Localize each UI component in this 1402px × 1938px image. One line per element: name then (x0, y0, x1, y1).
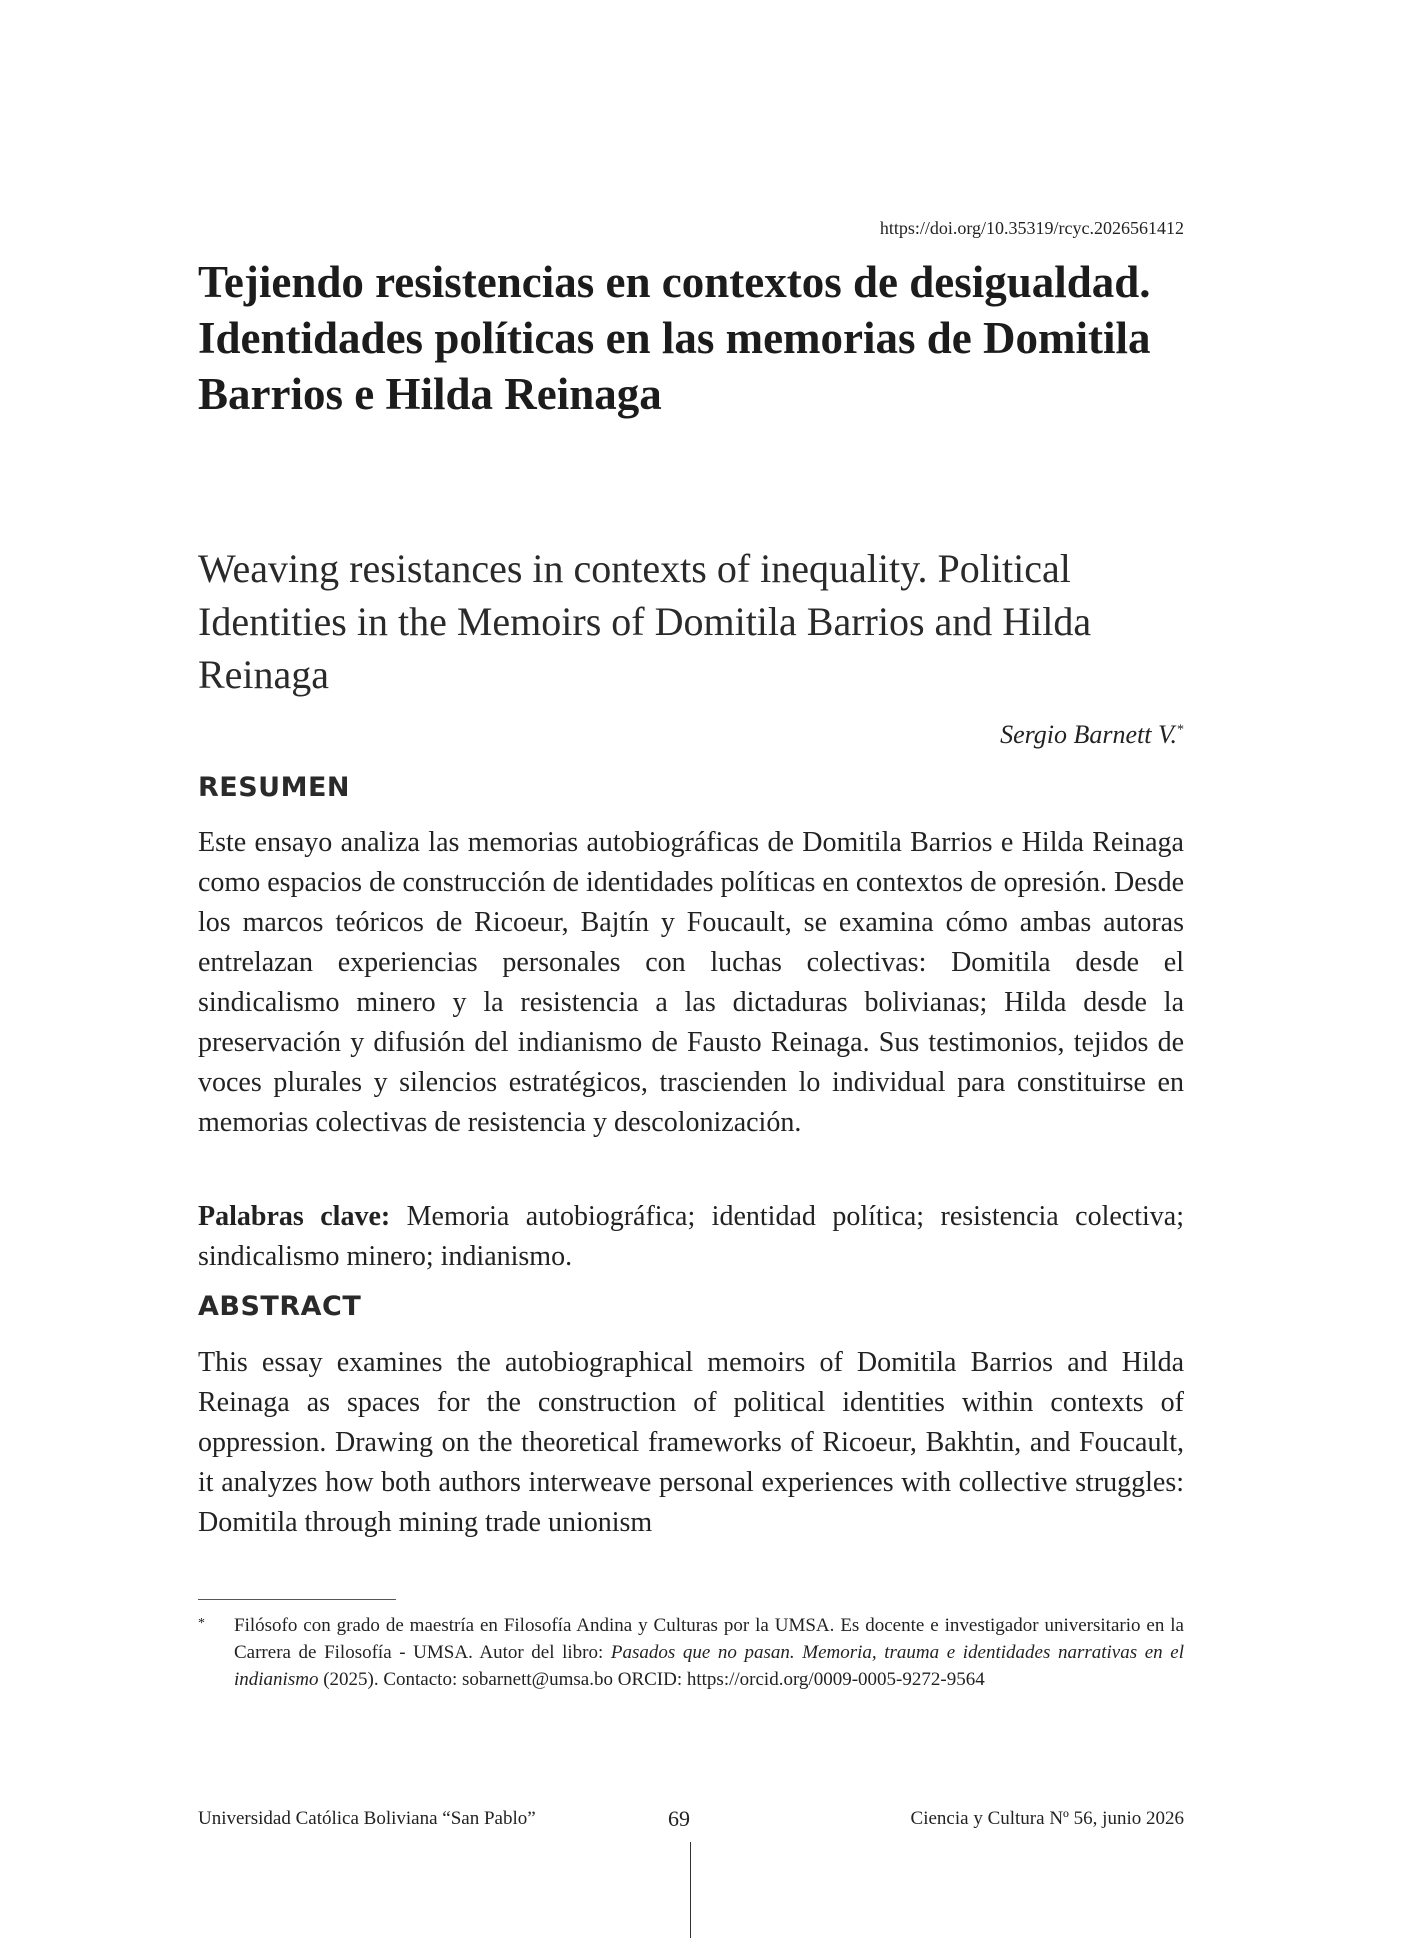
footnote-text-part-2: (2025). Contacto: sobarnett@umsa.bo ORCID: https://orcid.org/0009-0005-9272-9564 (318, 1669, 985, 1690)
keywords-text: Memoria autobiográfica; identidad política; resistencia colectiva; sindicalismo minero; indianismo. (198, 1201, 1184, 1272)
page-number: 69 (668, 1806, 690, 1831)
article-subtitle: Weaving resistances in contexts of inequality. Political Identities in the Memoirs of Domitila Barrios and Hilda Reinaga (198, 546, 1092, 697)
footer-vertical-rule (690, 1842, 691, 1938)
doi-link[interactable]: https://doi.org/10.35319/rcyc.2026561412 (879, 218, 1184, 238)
author-name: Sergio Barnett V. (1000, 720, 1177, 749)
resumen-heading: RESUMEN (198, 772, 351, 803)
footnote-text (234, 1612, 1184, 1693)
keywords-label: Palabras clave: (198, 1201, 391, 1232)
author-line (198, 720, 1184, 750)
footnote-book-title: Pasados que no pasan. Memoria, trauma e identidades narrativas en el indianismo (234, 1642, 1184, 1690)
keywords-paragraph (198, 1197, 1184, 1277)
author-footnote-mark[interactable]: * (1177, 722, 1184, 738)
footnote-mark: * (198, 1616, 205, 1631)
footnote-divider (198, 1599, 396, 1600)
footnote (198, 1612, 1184, 1693)
abstract-paragraph: This essay examines the autobiographical memoirs of Domitila Barrios and Hilda Reinaga as spaces for the construction of political identities within contexts of oppression. Drawing on the theoretical frameworks of Ricoeur, Bakhtin, and Foucault, it analyzes how both authors interweave personal experiences with collective struggles: Domitila through mining trade unionism (198, 1347, 1184, 1538)
abstract-heading: ABSTRACT (198, 1291, 362, 1322)
footer-journal-issue: Ciencia y Cultura Nº 56, junio 2026 (910, 1808, 1184, 1829)
footer-university: Universidad Católica Boliviana “San Pablo” (198, 1808, 536, 1829)
page-footer (198, 1808, 1184, 1838)
resumen-paragraph: Este ensayo analiza las memorias autobiográficas de Domitila Barrios e Hilda Reinaga como espacios de construcción de identidades políticas en contextos de opresión. Desde los marcos teóricos de Ricoeur, Bajtín y Foucault, se examina cómo ambas autoras entrelazan experiencias personales con luchas colectivas: Domitila desde el sindicalismo minero y la resistencia a las dictaduras bolivianas; Hilda desde la preservación y difusión del indianismo de Fausto Reinaga. Sus testimonios, tejidos de voces plurales y silencios estratégicos, trascienden lo individual para constituirse en memorias colectivas de resistencia y descolonización. (198, 827, 1184, 1138)
article-title: Tejiendo resistencias en contextos de desigualdad. Identidades políticas en las memorias de Domitila Barrios e Hilda Reinaga (198, 257, 1151, 419)
footnote-text-part-1: Filósofo con grado de maestría en Filosofía Andina y Culturas por la UMSA. Es docente e investigador universitario en la Carrera de Filosofía - UMSA. Autor del libro: (234, 1615, 1184, 1663)
